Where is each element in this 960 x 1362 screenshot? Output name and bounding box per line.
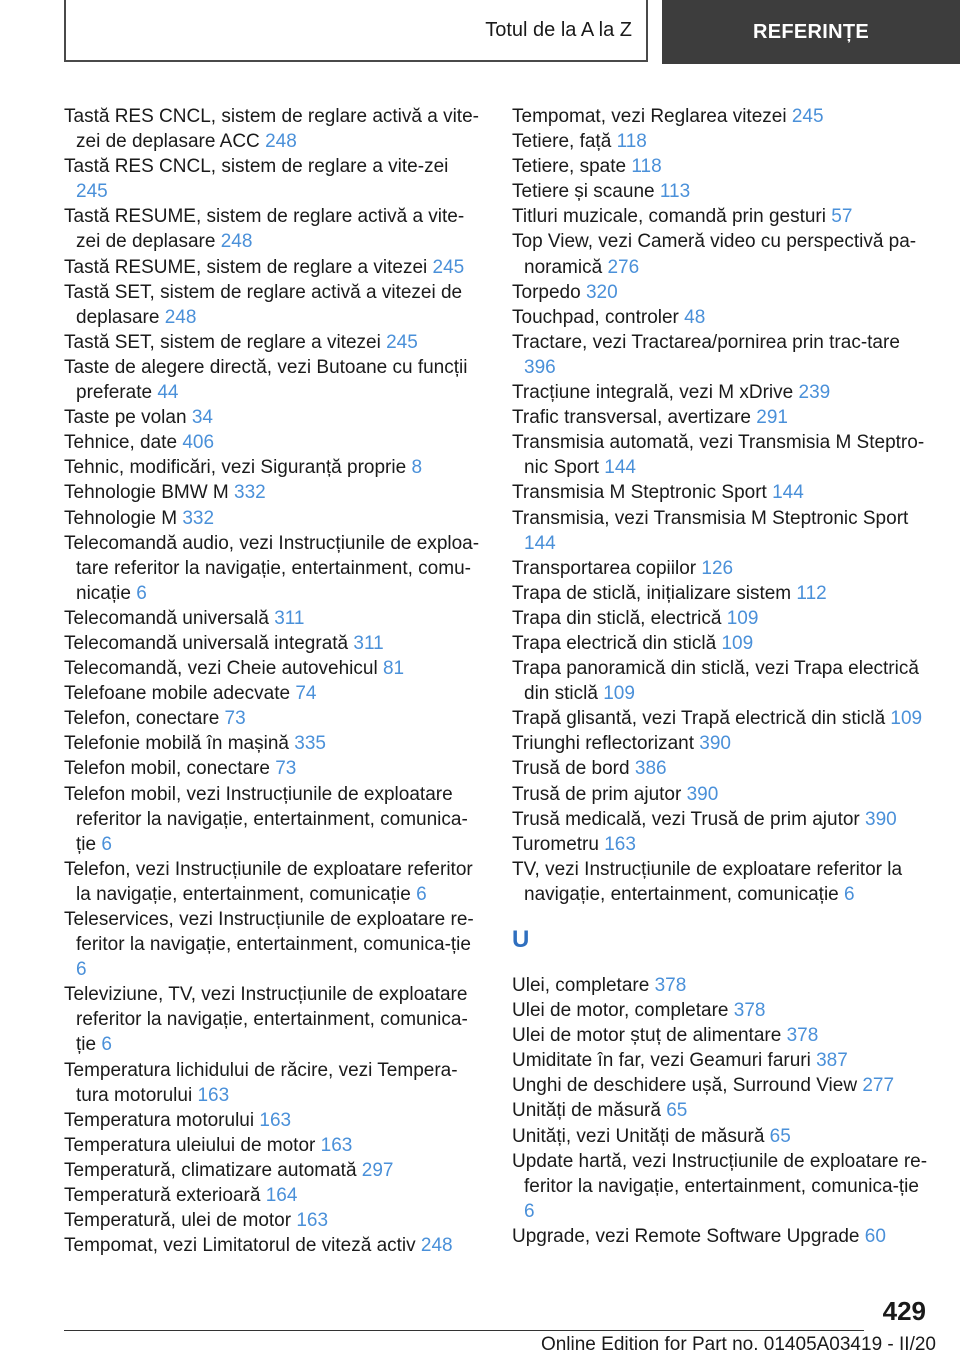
index-entry (64, 1158, 484, 1183)
entry-text: Temperatură exterioară (64, 1185, 261, 1207)
entry-text: Tehnice, date (64, 432, 178, 454)
page-reference-link[interactable]: 113 (659, 181, 691, 203)
entry-text: Upgrade, vezi Remote Software Upgrade (512, 1225, 860, 1247)
index-column-left (64, 104, 484, 1258)
page-reference-link[interactable]: 81 (382, 658, 405, 680)
index-entry (64, 430, 484, 455)
index-entry (512, 973, 932, 998)
index-entry (64, 656, 484, 681)
page-reference-link[interactable]: 74 (295, 683, 317, 705)
entry-text: Tastă SET, sistem de reglare activă a vitezei de deplasare (64, 281, 463, 328)
entry-text: Telecomandă universală integrată (64, 632, 349, 654)
page-reference-link[interactable]: 245 (386, 331, 418, 353)
page-reference-link[interactable]: 239 (798, 382, 831, 404)
entry-text: Temperatură, climatizare automată (64, 1159, 357, 1181)
index-entry (64, 982, 484, 1057)
entry-text: Touchpad, controler (512, 306, 679, 328)
entry-text: Unități, vezi Unități de măsură (512, 1125, 765, 1147)
page-reference-link[interactable]: 390 (865, 808, 897, 830)
entry-text: Trafic transversal, avertizare (512, 407, 751, 429)
index-entry (64, 1108, 484, 1133)
index-entry (64, 255, 484, 280)
entry-text: Titluri muzicale, comandă prin gesturi (512, 206, 826, 228)
footer-edition: Online Edition for Part no. 01405A03419 - II/20 (540, 1334, 936, 1355)
entry-text: Trusă de prim ajutor (512, 783, 682, 805)
page-number: 429 (882, 1296, 926, 1326)
entry-text: Unități de măsură (512, 1100, 661, 1122)
index-column-right (512, 104, 932, 1249)
entry-text: Tastă RES CNCL, sistem de reglare a vite-zei (64, 156, 449, 178)
page-reference-link[interactable]: 118 (631, 156, 662, 178)
index-entry (512, 1149, 932, 1224)
page-reference-link[interactable]: 164 (265, 1185, 298, 1207)
entry-text: Tastă RESUME, sistem de reglare activă a vite-zei de deplasare (64, 206, 465, 253)
entry-text: Unghi de deschidere ușă, Surround View (512, 1075, 858, 1097)
page-reference-link[interactable]: 6 (416, 883, 427, 905)
entry-text: Tetiere și scaune (512, 181, 655, 203)
entry-text: Trapa din sticlă, electrică (512, 607, 722, 629)
index-entry (512, 556, 932, 581)
entry-text: TV, vezi Instrucțiunile de exploatare referitor la navigație, entertainment, comunicație (512, 858, 903, 905)
page-reference-link[interactable]: 248 (220, 231, 253, 253)
entry-text: Umiditate în far, vezi Geamuri faruri (512, 1050, 811, 1072)
entry-text: Temperatura uleiului de motor (64, 1134, 316, 1156)
index-entry (64, 631, 484, 656)
page-reference-link[interactable]: 163 (604, 833, 636, 855)
index-entry (512, 1098, 932, 1123)
entry-text: Ulei de motor, completare (512, 1000, 729, 1022)
entry-text: Trapa de sticlă, inițializare sistem (512, 582, 792, 604)
page-reference-link[interactable]: 126 (701, 557, 734, 579)
entry-text: Trapa electrică din sticlă (512, 632, 717, 654)
entry-text: Transmisia M Steptronic Sport (512, 482, 767, 504)
page-reference-link[interactable]: 6 (76, 959, 87, 981)
page-reference-link[interactable]: 57 (831, 206, 853, 228)
tab-label: REFERINȚE (752, 20, 870, 43)
page-reference-link[interactable]: 144 (772, 482, 804, 504)
entry-text: Televiziune, TV, vezi Instrucțiunile de exploatare referitor la navigație, entertainment, comunica-ție (64, 984, 468, 1056)
index-entry (64, 606, 484, 631)
index-entry (512, 832, 932, 857)
index-entry (64, 857, 484, 907)
entry-text: Trapă glisantă, vezi Trapă electrică din sticlă (512, 708, 886, 730)
index-entry (512, 380, 932, 405)
page-reference-link[interactable]: 6 (136, 582, 147, 604)
page-reference-link[interactable]: 144 (604, 457, 636, 479)
index-entry (64, 455, 484, 480)
index-entry (64, 1133, 484, 1158)
index-entry (512, 480, 932, 505)
index-entry (64, 1183, 484, 1208)
page-reference-link[interactable]: 245 (76, 181, 108, 203)
index-entry (512, 581, 932, 606)
index-group-u (512, 973, 932, 1249)
entry-text: Temperatura lichidului de răcire, vezi Tempera-tura motorului (64, 1059, 458, 1106)
entry-text: Torpedo (512, 281, 581, 303)
entry-text: Telefon, conectare (64, 708, 220, 730)
page-reference-link[interactable]: 390 (686, 783, 719, 805)
entry-text: Transportarea copiilor (512, 557, 697, 579)
index-entry (64, 355, 484, 405)
index-entry (512, 706, 932, 731)
entry-text: Telefon, vezi Instrucțiunile de exploatare referitor la navigație, entertainment, comunicație (64, 858, 473, 905)
entry-text: Taste de alegere directă, vezi Butoane cu funcții preferate (64, 356, 468, 404)
entry-text: Telecomandă universală (64, 607, 269, 629)
page-reference-link[interactable]: 65 (666, 1100, 688, 1122)
entry-text: Triunghi reflectorizant (512, 733, 694, 755)
page-reference-link[interactable]: 248 (420, 1235, 453, 1257)
page-reference-link[interactable]: 163 (296, 1210, 329, 1232)
page-reference-link[interactable]: 60 (864, 1225, 886, 1247)
page-reference-link[interactable]: 277 (862, 1075, 895, 1097)
page-reference-link[interactable]: 6 (524, 1200, 535, 1222)
page-reference-link[interactable]: 396 (524, 356, 556, 378)
entry-text: Tehnic, modificări, vezi Siguranță proprie (64, 457, 407, 479)
page-reference-link[interactable]: 163 (259, 1109, 292, 1131)
page-reference-link[interactable]: 248 (265, 131, 297, 153)
page-reference-link[interactable]: 320 (585, 281, 618, 303)
entry-text: Transmisia, vezi Transmisia M Steptronic Sport (512, 507, 909, 529)
letter-heading: U (512, 926, 530, 953)
page-reference-link[interactable]: 144 (524, 532, 556, 554)
index-entry (512, 1124, 932, 1149)
entry-text: Ulei de motor ștuț de alimentare (512, 1025, 782, 1047)
entry-text: Tetiere, spate (512, 156, 627, 178)
entry-text: Top View, vezi Cameră video cu perspectivă pa-noramică (512, 231, 917, 278)
index-entry (64, 405, 484, 430)
page-reference-link[interactable]: 245 (432, 256, 465, 278)
index-group-t (512, 104, 932, 907)
index-entry (512, 179, 932, 204)
index-entry (64, 756, 484, 781)
page-reference-link[interactable]: 44 (157, 382, 179, 404)
page-reference-link[interactable]: 378 (786, 1025, 819, 1047)
page-reference-link[interactable]: 245 (791, 106, 824, 127)
page-reference-link[interactable]: 387 (816, 1050, 848, 1072)
index-entry (512, 1224, 932, 1249)
index-entry (512, 280, 932, 305)
index-entry (512, 1048, 932, 1073)
page-reference-link[interactable]: 112 (796, 582, 827, 604)
index-entry (64, 1208, 484, 1233)
entry-text: Tempomat, vezi Limitatorul de viteză activ (64, 1235, 416, 1257)
index-entry (512, 631, 932, 656)
index-entry (64, 731, 484, 756)
page-reference-link[interactable]: 6 (101, 1034, 112, 1056)
page-reference-link[interactable]: 6 (101, 833, 112, 855)
index-entry (512, 305, 932, 330)
index-entry (512, 104, 932, 129)
index-entry (512, 154, 932, 179)
page-reference-link[interactable]: 163 (197, 1084, 230, 1106)
index-entry (512, 756, 932, 781)
page-reference-link[interactable]: 332 (234, 482, 266, 504)
entry-text: Update hartă, vezi Instrucțiunile de exploatare re-feritor la navigație, entertainment, comunica-ție (512, 1150, 928, 1197)
entry-text: Telefonie mobilă în mașină (64, 733, 289, 755)
page-reference-link[interactable]: 73 (224, 708, 246, 730)
footer-divider (64, 1330, 864, 1331)
index-entry (512, 330, 932, 380)
entry-text: Temperatură, ulei de motor (64, 1210, 292, 1232)
index-entry (512, 430, 932, 480)
page-reference-link[interactable]: 297 (361, 1159, 394, 1181)
entry-text: Tastă RESUME, sistem de reglare a vitezei (64, 256, 428, 278)
page-reference-link[interactable]: 378 (654, 975, 687, 996)
entry-text: Trusă medicală, vezi Trusă de prim ajutor (512, 808, 860, 830)
page-reference-link[interactable]: 291 (756, 407, 788, 429)
page-reference-link[interactable]: 390 (699, 733, 731, 755)
page-reference-link[interactable]: 109 (890, 708, 923, 730)
index-entry (512, 731, 932, 756)
entry-text: Turometru (512, 833, 599, 855)
index-entry (512, 606, 932, 631)
index-entry (512, 1073, 932, 1098)
header-tab (662, 0, 960, 64)
page-reference-link[interactable]: 118 (616, 131, 647, 153)
page-reference-link[interactable]: 65 (769, 1125, 791, 1147)
section-title: Totul de la A la Z (485, 18, 632, 41)
entry-text: Trusă de bord (512, 758, 630, 780)
entry-text: Tehnologie BMW M (64, 482, 229, 504)
page-reference-link[interactable]: 406 (182, 432, 215, 454)
index-entry (512, 782, 932, 807)
index-entry (512, 1023, 932, 1048)
page-reference-link[interactable]: 48 (684, 306, 706, 328)
index-entry (64, 782, 484, 857)
index-entry (64, 280, 484, 330)
entry-text: Telecomandă, vezi Cheie autovehicul (64, 658, 378, 680)
page-reference-link[interactable]: 335 (294, 733, 326, 755)
page-reference-link[interactable]: 73 (275, 758, 297, 780)
page-reference-link[interactable]: 276 (607, 256, 640, 278)
entry-text: Tractare, vezi Tractarea/pornirea prin trac-tare (512, 331, 900, 353)
index-entry (64, 480, 484, 505)
entry-text: Tastă RES CNCL, sistem de reglare activă a vite-zei de deplasare ACC (64, 106, 479, 153)
entry-text: Telefon mobil, vezi Instrucțiunile de exploatare referitor la navigație, entertainment, comunica-ție (64, 783, 468, 855)
entry-text: Teleservices, vezi Instrucțiunile de exploatare re-feritor la navigație, entertainment, comunica-ție (64, 909, 474, 956)
index-entry (512, 204, 932, 229)
page-reference-link[interactable]: 34 (191, 407, 213, 429)
index-entry (64, 1058, 484, 1108)
page-reference-link[interactable]: 109 (603, 683, 635, 705)
index-entry (512, 129, 932, 154)
entry-text: Taste pe volan (64, 407, 187, 429)
entry-text: Tastă SET, sistem de reglare a vitezei (64, 331, 381, 353)
entry-text: Tracțiune integrală, vezi M xDrive (512, 382, 794, 404)
page-reference-link[interactable]: 8 (411, 457, 423, 479)
page-reference-link[interactable]: 386 (634, 758, 667, 780)
index-entry (512, 506, 932, 556)
index-entry (64, 154, 484, 204)
index-entry (512, 857, 932, 907)
index-entry (64, 907, 484, 982)
index-entry (512, 656, 932, 706)
index-entry (512, 405, 932, 430)
header-section-box (64, 0, 648, 62)
page-reference-link[interactable]: 311 (353, 632, 384, 654)
index-entry (64, 104, 484, 154)
entry-text: Temperatura motorului (64, 1109, 255, 1131)
entry-text: Tehnologie M (64, 507, 178, 529)
entry-text: Telefon mobil, conectare (64, 758, 270, 780)
entry-text: Ulei, completare (512, 975, 650, 996)
page-reference-link[interactable]: 248 (164, 306, 197, 328)
index-entry (512, 807, 932, 832)
entry-text: Tetiere, față (512, 131, 612, 153)
page-reference-link[interactable]: 311 (274, 607, 305, 629)
index-entry (64, 706, 484, 731)
entry-text: Trapa panoramică din sticlă, vezi Trapa electrică din sticlă (512, 658, 919, 705)
page-reference-link[interactable]: 109 (726, 607, 759, 629)
page-reference-link[interactable]: 378 (733, 1000, 766, 1022)
entry-text: Telecomandă audio, vezi Instrucțiunile de exploa-tare referitor la navigație, entertainment, comu-nicație (64, 532, 480, 604)
page-reference-link[interactable]: 163 (320, 1134, 353, 1156)
index-entry (64, 330, 484, 355)
index-entry (64, 681, 484, 706)
page-reference-link[interactable]: 6 (844, 883, 855, 905)
entry-text: Transmisia automată, vezi Transmisia M Steptro-nic Sport (512, 432, 925, 479)
index-entry (64, 531, 484, 606)
index-entry (64, 204, 484, 254)
index-entry (512, 229, 932, 279)
entry-text: Tempomat, vezi Reglarea vitezei (512, 106, 787, 127)
entry-text: Telefoane mobile adecvate (64, 683, 291, 705)
index-entry (64, 1233, 484, 1258)
page-reference-link[interactable]: 109 (721, 632, 754, 654)
index-entry (512, 998, 932, 1023)
index-entry (64, 506, 484, 531)
page-reference-link[interactable]: 332 (182, 507, 215, 529)
